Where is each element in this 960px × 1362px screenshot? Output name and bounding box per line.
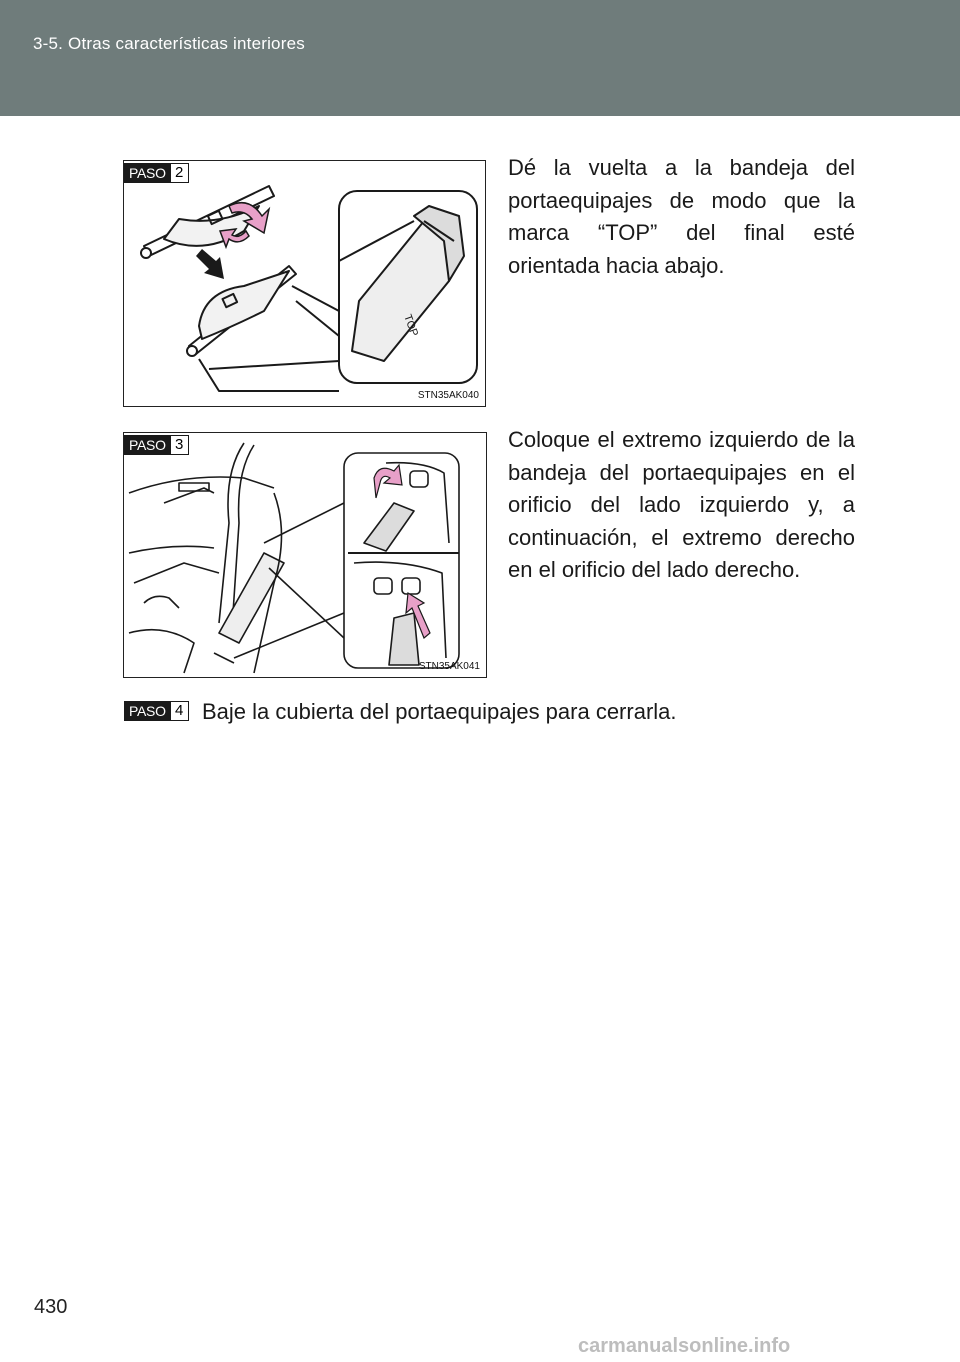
step-3-illustration — [123, 432, 487, 678]
step-badge-word: PASO — [124, 701, 170, 721]
page-number: 430 — [34, 1296, 68, 1318]
step-3-text: Coloque el extremo izquierdo de la bandeja del portaequipajes en el orificio del lado izquierdo y, a continuación, el extremo derecho en el orificio del lado derecho. — [508, 427, 855, 582]
step-badge-word: PASO — [124, 435, 170, 455]
tonneau-flip-drawing — [124, 161, 486, 407]
step-4-badge — [124, 701, 189, 721]
step-badge-number: 4 — [170, 701, 189, 721]
step-badge-word: PASO — [124, 163, 170, 183]
section-header — [0, 0, 960, 116]
section-title: 3-5. Otras características interiores — [33, 34, 305, 53]
figure-code: STN35AK041 — [418, 661, 480, 672]
step-badge-number: 3 — [170, 435, 189, 455]
step-badge-number: 2 — [170, 163, 189, 183]
step-3-badge — [124, 435, 189, 455]
step-2-text: Dé la vuelta a la bandeja del portaequipajes de modo que la marca “TOP” del final esté orientada hacia abajo. — [508, 155, 855, 278]
step-2-badge — [124, 163, 189, 183]
step-4-text: Baje la cubierta del portaequipajes para cerrarla. — [202, 699, 677, 724]
figure-code: STN35AK040 — [417, 390, 479, 401]
top-marking: TOP — [401, 312, 421, 339]
watermark: carmanualsonline.info — [578, 1335, 791, 1357]
tonneau-install-drawing — [124, 433, 487, 678]
step-2-illustration — [123, 160, 486, 407]
